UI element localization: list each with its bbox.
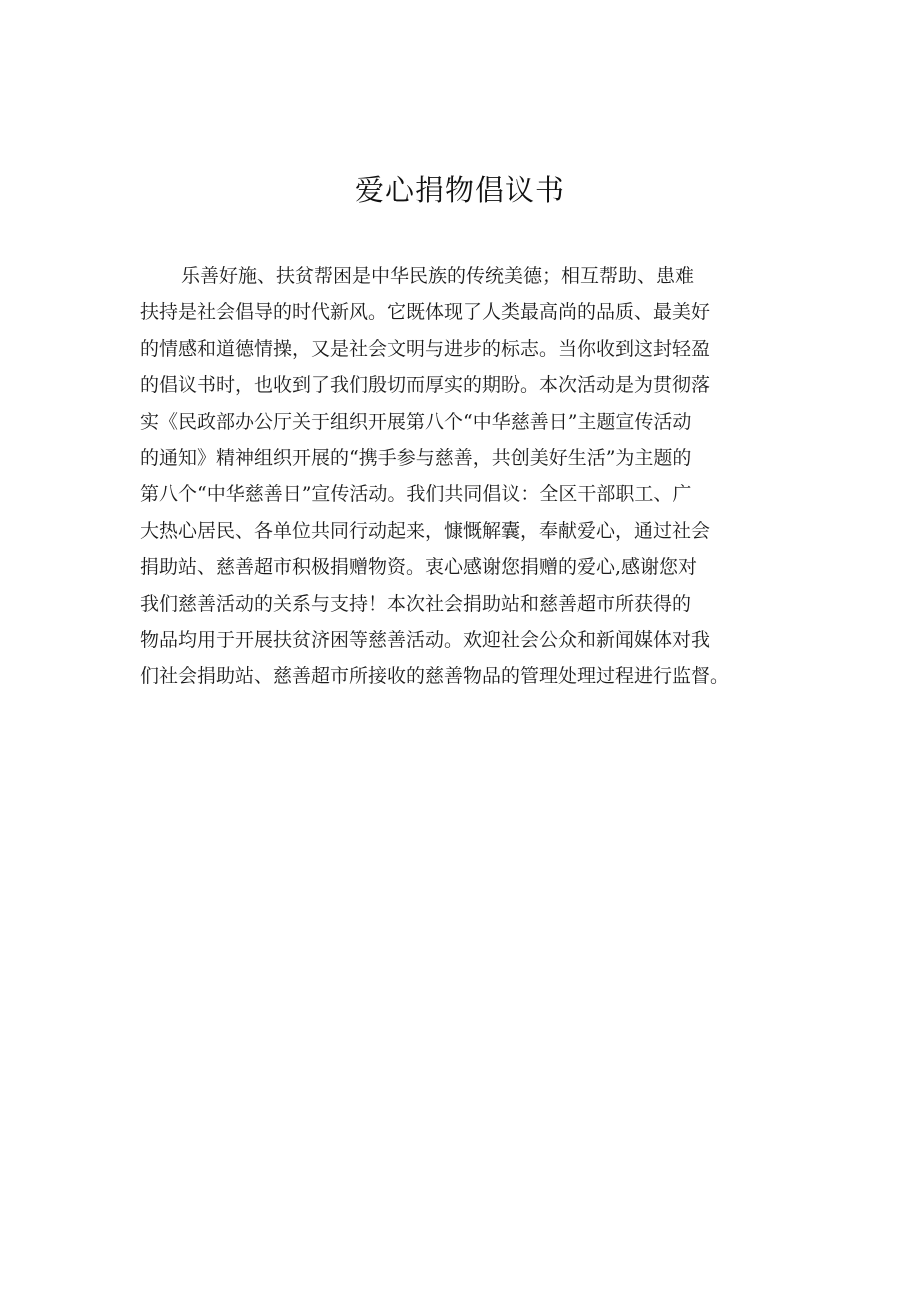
paragraph-line: 扶持是社会倡导的时代新风。它既体现了人类最高尚的品质、最美好 <box>140 301 711 324</box>
paragraph-line: 捐助站、慈善超市积极捐赠物资。衷心感谢您捐赠的爱心,感谢您对 <box>140 556 698 579</box>
paragraph-line: 的倡议书时，也收到了我们殷切而厚实的期盼。本次活动是为贯彻落 <box>140 374 711 397</box>
paragraph-line: 乐善好施、扶贫帮困是中华民族的传统美德；相互帮助、患难 <box>181 265 695 287</box>
paragraph-line: 大热心居民、各单位共同行动起来，慷慨解囊，奉献爱心，通过社会 <box>140 519 711 542</box>
paragraph-line: 实《民政部办公厅关于组织开展第八个“中华慈善日”主题宣传活动 <box>140 410 692 433</box>
paragraph-line: 的通知》精神组织开展的“携手参与慈善，共创美好生活”为主题的 <box>140 446 692 469</box>
paragraph-line: 我们慈善活动的关系与支持！本次社会捐助站和慈善超市所获得的 <box>140 592 692 615</box>
paragraph-line: 物品均用于开展扶贫济困等慈善活动。欢迎社会公众和新闻媒体对我 <box>140 628 711 651</box>
paragraph-line: 第八个“中华慈善日”宣传活动。我们共同倡议：全区干部职工、广 <box>140 483 692 506</box>
document-title: 爱心捐物倡议书 <box>354 173 565 207</box>
paragraph-line: 的情感和道德情操，又是社会文明与进步的标志。当你收到这封轻盈 <box>140 337 711 360</box>
paragraph-line: 们社会捐助站、慈善超市所接收的慈善物品的管理处理过程进行监督。 <box>140 665 730 688</box>
document-body <box>140 258 800 695</box>
